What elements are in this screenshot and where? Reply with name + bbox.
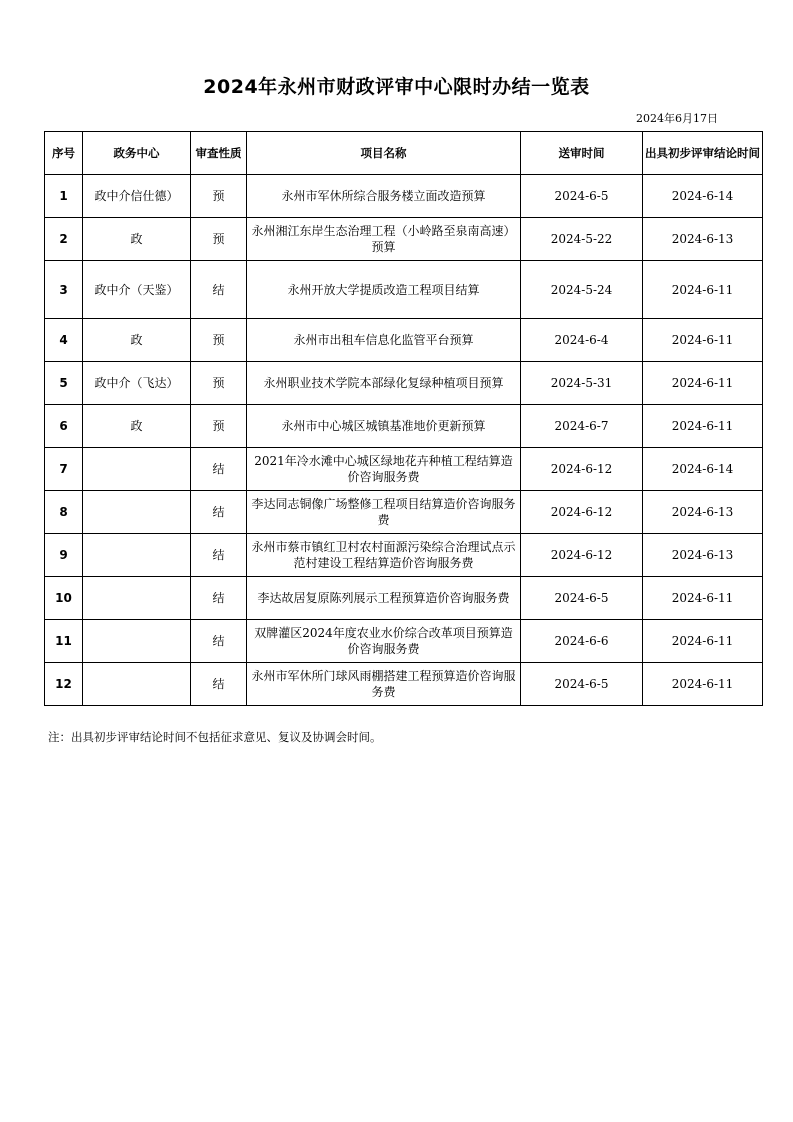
cell-nature: 结 — [191, 534, 247, 577]
page-title: 2024年永州市财政评审中心限时办结一览表 — [203, 76, 590, 98]
header-center: 政务中心 — [83, 132, 191, 175]
cell-center — [83, 448, 191, 491]
cell-nature: 预 — [191, 362, 247, 405]
cell-submit-time: 2024-6-5 — [521, 663, 643, 706]
cell-conclusion-time: 2024-6-13 — [643, 491, 763, 534]
cell-conclusion-time: 2024-6-13 — [643, 218, 763, 261]
cell-project-name: 永州市军休所门球风雨棚搭建工程预算造价咨询服务费 — [247, 663, 521, 706]
cell-project-name: 2021年冷水滩中心城区绿地花卉种植工程结算造价咨询服务费 — [247, 448, 521, 491]
cell-seq: 3 — [45, 261, 83, 319]
cell-center: 政 — [83, 218, 191, 261]
cell-submit-time: 2024-5-22 — [521, 218, 643, 261]
cell-nature: 结 — [191, 261, 247, 319]
cell-submit-time: 2024-6-4 — [521, 319, 643, 362]
cell-project-name: 永州湘江东岸生态治理工程（小岭路至泉南高速）预算 — [247, 218, 521, 261]
cell-submit-time: 2024-6-5 — [521, 175, 643, 218]
cell-submit-time: 2024-6-12 — [521, 448, 643, 491]
cell-nature: 结 — [191, 620, 247, 663]
table-row — [45, 491, 763, 534]
cell-nature: 结 — [191, 663, 247, 706]
header-conclusion-time: 出具初步评审结论时间 — [643, 132, 763, 175]
cell-seq: 11 — [45, 620, 83, 663]
cell-conclusion-time: 2024-6-14 — [643, 448, 763, 491]
cell-submit-time: 2024-6-12 — [521, 491, 643, 534]
cell-conclusion-time: 2024-6-11 — [643, 663, 763, 706]
cell-conclusion-time: 2024-6-11 — [643, 620, 763, 663]
header-project-name: 项目名称 — [247, 132, 521, 175]
cell-seq: 4 — [45, 319, 83, 362]
cell-seq: 1 — [45, 175, 83, 218]
cell-conclusion-time: 2024-6-11 — [643, 362, 763, 405]
cell-submit-time: 2024-6-6 — [521, 620, 643, 663]
table-row — [45, 577, 763, 620]
cell-nature: 结 — [191, 448, 247, 491]
cell-project-name: 永州市中心城区城镇基准地价更新预算 — [247, 405, 521, 448]
cell-project-name: 永州市军休所综合服务楼立面改造预算 — [247, 175, 521, 218]
cell-project-name: 李达同志铜像广场整修工程项目结算造价咨询服务费 — [247, 491, 521, 534]
cell-project-name: 李达故居复原陈列展示工程预算造价咨询服务费 — [247, 577, 521, 620]
cell-submit-time: 2024-5-31 — [521, 362, 643, 405]
cell-center: 政 — [83, 405, 191, 448]
cell-nature: 预 — [191, 175, 247, 218]
cell-project-name: 永州市出租车信息化监管平台预算 — [247, 319, 521, 362]
cell-submit-time: 2024-6-5 — [521, 577, 643, 620]
table-row — [45, 218, 763, 261]
cell-seq: 8 — [45, 491, 83, 534]
cell-conclusion-time: 2024-6-14 — [643, 175, 763, 218]
cell-seq: 9 — [45, 534, 83, 577]
cell-nature: 预 — [191, 405, 247, 448]
cell-center: 政中介（天鉴） — [83, 261, 191, 319]
cell-nature: 结 — [191, 491, 247, 534]
cell-conclusion-time: 2024-6-11 — [643, 261, 763, 319]
table-row — [45, 620, 763, 663]
table-row — [45, 534, 763, 577]
results-table — [44, 131, 763, 706]
cell-conclusion-time: 2024-6-11 — [643, 577, 763, 620]
cell-project-name: 永州职业技术学院本部绿化复绿种植项目预算 — [247, 362, 521, 405]
table-row — [45, 175, 763, 218]
cell-center — [83, 534, 191, 577]
table-row — [45, 448, 763, 491]
cell-center — [83, 577, 191, 620]
cell-project-name: 永州市蔡市镇红卫村农村面源污染综合治理试点示范村建设工程结算造价咨询服务费 — [247, 534, 521, 577]
cell-seq: 2 — [45, 218, 83, 261]
table-row — [45, 405, 763, 448]
cell-center — [83, 491, 191, 534]
cell-seq: 5 — [45, 362, 83, 405]
cell-seq: 7 — [45, 448, 83, 491]
cell-seq: 10 — [45, 577, 83, 620]
table-row — [45, 663, 763, 706]
cell-project-name: 永州开放大学提质改造工程项目结算 — [247, 261, 521, 319]
cell-seq: 6 — [45, 405, 83, 448]
table-row — [45, 261, 763, 319]
cell-submit-time: 2024-5-24 — [521, 261, 643, 319]
header-submit-time: 送审时间 — [521, 132, 643, 175]
cell-center: 政中介（飞达） — [83, 362, 191, 405]
cell-center: 政中介信仕德） — [83, 175, 191, 218]
cell-conclusion-time: 2024-6-11 — [643, 405, 763, 448]
cell-nature: 结 — [191, 577, 247, 620]
table-row — [45, 319, 763, 362]
cell-center — [83, 663, 191, 706]
cell-seq: 12 — [45, 663, 83, 706]
header-seq: 序号 — [45, 132, 83, 175]
table-header-row — [45, 132, 763, 175]
cell-conclusion-time: 2024-6-13 — [643, 534, 763, 577]
table-row — [45, 362, 763, 405]
cell-center: 政 — [83, 319, 191, 362]
cell-nature: 预 — [191, 319, 247, 362]
cell-submit-time: 2024-6-12 — [521, 534, 643, 577]
cell-nature: 预 — [191, 218, 247, 261]
header-nature: 审查性质 — [191, 132, 247, 175]
report-date: 2024年6月17日 — [636, 112, 718, 125]
footnote: 注：出具初步评审结论时间不包括征求意见、复议及协调会时间。 — [48, 730, 382, 744]
cell-center — [83, 620, 191, 663]
cell-submit-time: 2024-6-7 — [521, 405, 643, 448]
cell-project-name: 双牌灌区2024年度农业水价综合改革项目预算造价咨询服务费 — [247, 620, 521, 663]
cell-conclusion-time: 2024-6-11 — [643, 319, 763, 362]
